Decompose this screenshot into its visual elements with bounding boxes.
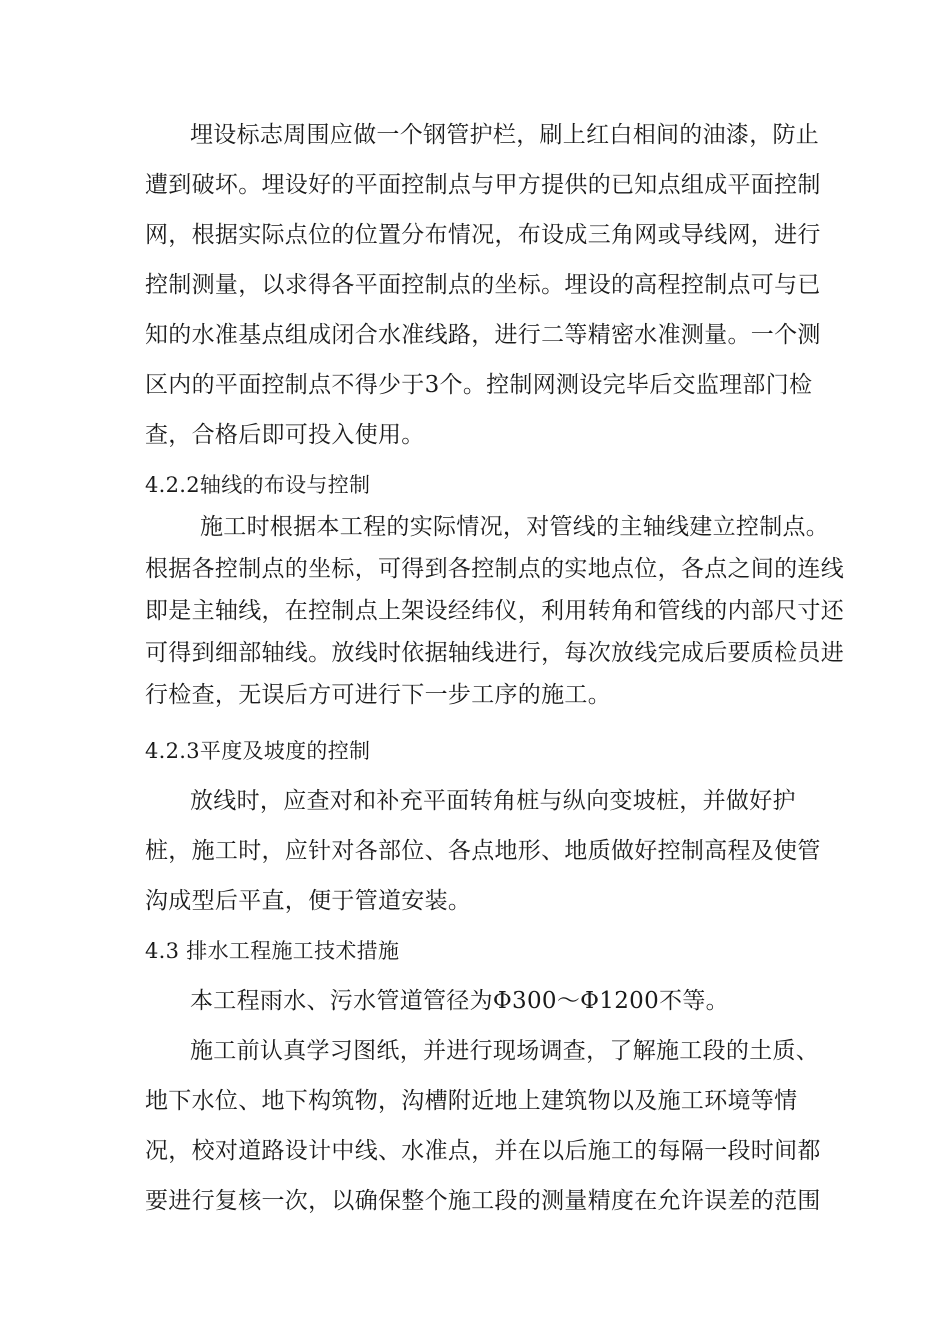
paragraph-line: 放线时，应查对和补充平面转角桩与纵向变坡桩，并做好护 (190, 788, 796, 814)
paragraph-line: 沟成型后平直，便于管道安装。 (145, 888, 472, 914)
paragraph-line: 本工程雨水、污水管道管径为Φ300～Φ1200不等。 (190, 988, 729, 1014)
paragraph-line: 网，根据实际点位的位置分布情况，布设成三角网或导线网，进行 (145, 222, 821, 248)
paragraph-line: 知的水准基点组成闭合水准线路，进行二等精密水准测量。一个测 (145, 322, 821, 348)
paragraph-line: 要进行复核一次，以确保整个施工段的测量精度在允许误差的范围 (145, 1188, 821, 1214)
paragraph-line: 况，校对道路设计中线、水准点，并在以后施工的每隔一段时间都 (145, 1138, 821, 1164)
paragraph-line: 行检查，无误后方可进行下一步工序的施工。 (145, 682, 611, 708)
section-heading: 4.2.2轴线的布设与控制 (145, 473, 371, 497)
paragraph-line: 施工时根据本工程的实际情况，对管线的主轴线建立控制点。 (200, 514, 830, 540)
paragraph-line: 查，合格后即可投入使用。 (145, 422, 425, 448)
paragraph-line: 根据各控制点的坐标，可得到各控制点的实地点位，各点之间的连线 (145, 556, 844, 582)
section-heading: 4.2.3平度及坡度的控制 (145, 739, 371, 763)
paragraph-line: 区内的平面控制点不得少于3个。控制网测设完毕后交监理部门检 (145, 372, 813, 398)
section-heading: 4.3 排水工程施工技术措施 (145, 939, 400, 963)
paragraph-line: 桩，施工时，应针对各部位、各点地形、地质做好控制高程及使管 (145, 838, 821, 864)
paragraph-line: 地下水位、地下构筑物，沟槽附近地上建筑物以及施工环境等情 (145, 1088, 798, 1114)
paragraph-line: 遭到破坏。埋设好的平面控制点与甲方提供的已知点组成平面控制 (145, 172, 821, 198)
paragraph-line: 即是主轴线，在控制点上架设经纬仪，利用转角和管线的内部尺寸还 (145, 598, 844, 624)
paragraph-line: 埋设标志周围应做一个钢管护栏，刷上红白相间的油漆，防止 (190, 122, 820, 148)
paragraph-line: 可得到细部轴线。放线时依据轴线进行，每次放线完成后要质检员进 (145, 640, 844, 666)
paragraph-line: 施工前认真学习图纸，并进行现场调查，了解施工段的土质、 (190, 1038, 820, 1064)
paragraph-line: 控制测量，以求得各平面控制点的坐标。埋设的高程控制点可与已 (145, 272, 821, 298)
